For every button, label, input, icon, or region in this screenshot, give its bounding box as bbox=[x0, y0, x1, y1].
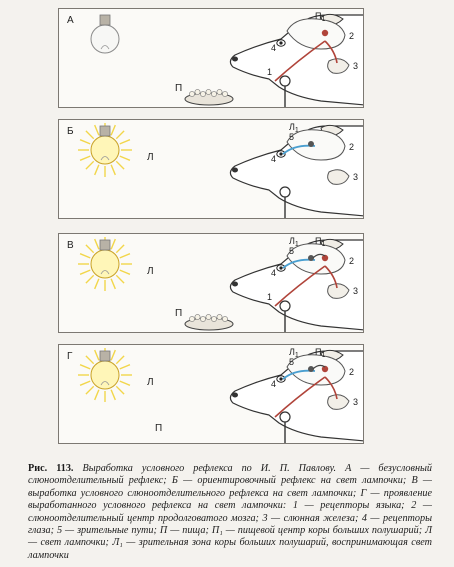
lamp-icon bbox=[91, 15, 119, 53]
label-food-center: $П_1$ bbox=[315, 11, 326, 23]
food-bowl bbox=[185, 89, 233, 105]
label-light: Л bbox=[147, 266, 154, 277]
pupil-icon bbox=[279, 152, 282, 155]
panel-drawing bbox=[59, 120, 364, 219]
panel-drawing bbox=[59, 234, 364, 333]
label-3: 3 bbox=[353, 397, 359, 407]
label-4: 4 bbox=[271, 379, 277, 389]
panel-letter: Г bbox=[67, 351, 73, 362]
panel-letter: В bbox=[67, 240, 74, 251]
label-visual-zone: $Л_1$ bbox=[289, 122, 299, 134]
fistula-icon bbox=[280, 412, 290, 422]
label-food: П bbox=[155, 423, 163, 434]
fistula-icon bbox=[280, 76, 290, 86]
nose-icon bbox=[232, 282, 238, 287]
label-1: 1 bbox=[267, 292, 273, 302]
label-3: 3 bbox=[353, 172, 359, 182]
panel-c bbox=[58, 233, 364, 333]
panel-d bbox=[58, 344, 364, 444]
label-food: П bbox=[175, 308, 183, 319]
fistula-icon bbox=[280, 301, 290, 311]
food-bowl bbox=[185, 314, 233, 330]
panel-letter: А bbox=[67, 15, 74, 26]
panel-drawing bbox=[59, 345, 364, 444]
label-light: Л bbox=[147, 152, 154, 163]
lamp-icon bbox=[78, 348, 132, 402]
label-5: 5 bbox=[289, 246, 295, 256]
label-2: 2 bbox=[349, 367, 355, 377]
food-center-dot bbox=[322, 30, 328, 36]
label-food-center: $П_1$ bbox=[315, 236, 326, 248]
label-4: 4 bbox=[271, 154, 277, 164]
label-visual-zone: $Л_1$ bbox=[289, 236, 299, 248]
figure-caption bbox=[28, 463, 432, 562]
lamp-icon bbox=[78, 237, 132, 291]
nose-icon bbox=[232, 393, 238, 398]
caption-text: Выработка условного рефлекса по И. П. Павлову. А — безусловный слюноотделительный рефлекс; Б — ориентировочный рефлекс на свет лампочки; В — выработка условного слюноотделительного рефлекса на свет лампочки; Г — проявление выработанного условного рефлекса на свет лампочки: 1 — рецепторы языка; 2 — слюноотделительный центр продолговатого мозга; 3 — слюнная железа; 4 — рецепторы глаза; 5 — зрительные пути; П — пища; П₁ — пищевой центр коры больших полушарий; Л — свет лампочки; Л₁ — зрительная зона коры больших полушарий, воспринимающая свет лампочки bbox=[28, 463, 432, 561]
label-2: 2 bbox=[349, 31, 355, 41]
nose-icon bbox=[232, 168, 238, 173]
label-2: 2 bbox=[349, 256, 355, 266]
label-food: П bbox=[175, 83, 183, 94]
label-3: 3 bbox=[353, 61, 359, 71]
label-light: Л bbox=[147, 377, 154, 388]
fistula-icon bbox=[280, 187, 290, 197]
label-1: 1 bbox=[267, 67, 273, 77]
label-food-center: $П_1$ bbox=[315, 347, 326, 359]
pupil-icon bbox=[279, 41, 282, 44]
pupil-icon bbox=[279, 377, 282, 380]
visual-zone-dot bbox=[308, 141, 314, 147]
nose-icon bbox=[232, 57, 238, 62]
label-2: 2 bbox=[349, 142, 355, 152]
panel-a bbox=[58, 8, 364, 108]
pupil-icon bbox=[279, 266, 282, 269]
panel-drawing bbox=[59, 9, 364, 108]
label-5: 5 bbox=[289, 132, 295, 142]
panel-letter: Б bbox=[67, 126, 74, 137]
label-visual-zone: $Л_1$ bbox=[289, 347, 299, 359]
lamp-icon bbox=[78, 123, 132, 177]
panel-b bbox=[58, 119, 364, 219]
label-4: 4 bbox=[271, 43, 277, 53]
label-3: 3 bbox=[353, 286, 359, 296]
label-4: 4 bbox=[271, 268, 277, 278]
caption-number: Рис. 113. bbox=[28, 463, 74, 474]
label-5: 5 bbox=[289, 357, 295, 367]
